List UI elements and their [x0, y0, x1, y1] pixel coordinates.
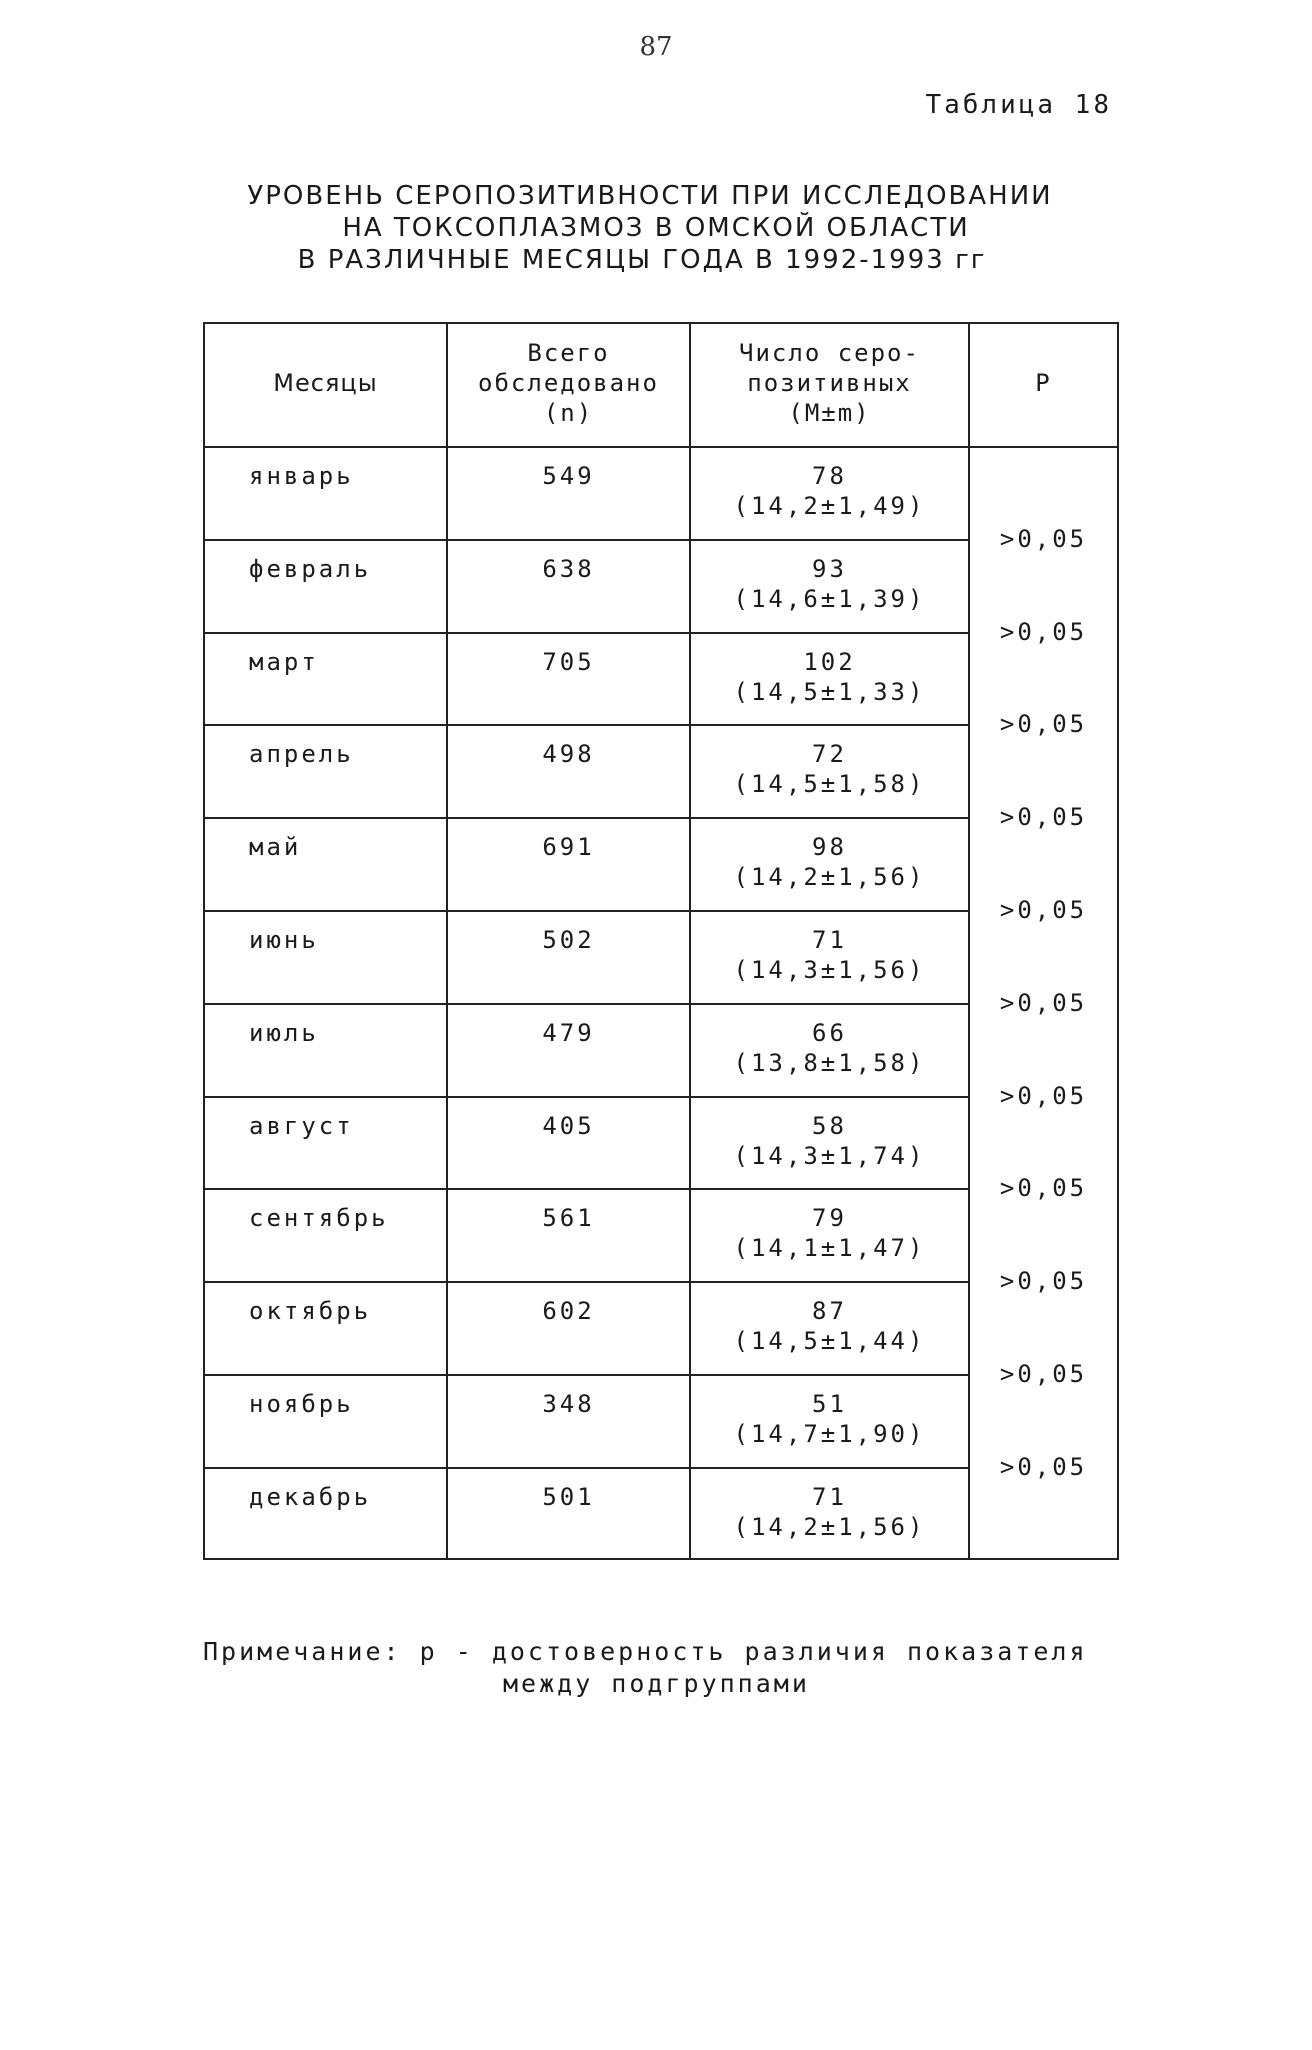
positive-percent-cell: (14,2±1,49) — [733, 492, 926, 520]
p-value-cell: >0,05 — [999, 525, 1088, 553]
positive-percent-cell: (14,3±1,74) — [733, 1142, 926, 1170]
table-title — [150, 180, 1150, 276]
total-cell: 502 — [542, 926, 595, 954]
total-cell: 405 — [542, 1112, 595, 1140]
total-cell: 348 — [542, 1390, 595, 1418]
row-divider — [203, 539, 970, 541]
month-cell: ноябрь — [249, 1390, 354, 1418]
positive-count-cell: 51 — [812, 1390, 847, 1418]
p-value-cell: >0,05 — [999, 1360, 1088, 1388]
positive-percent-cell: (14,1±1,47) — [733, 1234, 926, 1262]
positive-percent-cell: (14,3±1,56) — [733, 956, 926, 984]
p-value-cell: >0,05 — [999, 896, 1088, 924]
total-cell: 691 — [542, 833, 595, 861]
page-number: 87 — [639, 32, 673, 62]
header-divider-p — [968, 446, 1119, 448]
positive-percent-cell: (14,5±1,33) — [733, 678, 926, 706]
total-cell: 602 — [542, 1297, 595, 1325]
month-cell: октябрь — [249, 1297, 372, 1325]
p-value-cell: >0,05 — [999, 1453, 1088, 1481]
total-cell: 501 — [542, 1483, 595, 1511]
positive-count-cell: 71 — [812, 1483, 847, 1511]
row-divider — [203, 1188, 970, 1190]
total-cell: 479 — [542, 1019, 595, 1047]
row-divider — [203, 632, 970, 634]
month-cell: сентябрь — [249, 1204, 389, 1232]
positive-count-cell: 98 — [812, 833, 847, 861]
month-cell: апрель — [249, 740, 354, 768]
positive-percent-cell: (14,5±1,58) — [733, 770, 926, 798]
positive-percent-cell: (13,8±1,58) — [733, 1049, 926, 1077]
month-cell: август — [249, 1112, 354, 1140]
note-line-2: между подгруппами — [503, 1669, 810, 1698]
total-cell: 561 — [542, 1204, 595, 1232]
row-divider — [203, 1281, 970, 1283]
p-value-cell: >0,05 — [999, 1082, 1088, 1110]
header-total-line-1: Всего — [527, 339, 610, 367]
row-divider — [203, 1096, 970, 1098]
positive-percent-cell: (14,5±1,44) — [733, 1327, 926, 1355]
row-divider — [203, 1003, 970, 1005]
header-positive-line-3: (M±m) — [788, 399, 871, 427]
p-value-cell: >0,05 — [999, 803, 1088, 831]
positive-count-cell: 87 — [812, 1297, 847, 1325]
title-line-2: НА ТОКСОПЛАЗМОЗ В ОМСКОЙ ОБЛАСТИ — [342, 213, 970, 243]
row-divider — [203, 1467, 970, 1469]
positive-count-cell: 102 — [803, 648, 856, 676]
positive-count-cell: 66 — [812, 1019, 847, 1047]
total-cell: 498 — [542, 740, 595, 768]
header-months: Месяцы — [273, 369, 378, 397]
positive-count-cell: 93 — [812, 555, 847, 583]
p-value-cell: >0,05 — [999, 989, 1088, 1017]
positive-count-cell: 58 — [812, 1112, 847, 1140]
header-positive-line-1: Число серо- — [739, 339, 920, 367]
header-p: P — [1035, 369, 1052, 397]
table-label: Таблица 18 — [925, 90, 1112, 120]
positive-count-cell: 78 — [812, 462, 847, 490]
row-divider — [203, 1374, 970, 1376]
positive-percent-cell: (14,2±1,56) — [733, 1513, 926, 1541]
p-value-cell: >0,05 — [999, 1267, 1088, 1295]
row-divider — [203, 724, 970, 726]
month-cell: июль — [249, 1019, 319, 1047]
month-cell: февраль — [249, 555, 372, 583]
month-cell: июнь — [249, 926, 319, 954]
p-value-cell: >0,05 — [999, 710, 1088, 738]
header-divider — [203, 446, 970, 448]
positive-percent-cell: (14,6±1,39) — [733, 585, 926, 613]
p-value-cell: >0,05 — [999, 618, 1088, 646]
header-total-line-3: (n) — [543, 399, 594, 427]
note-line-1: Примечание: р - достоверность различия показателя — [203, 1637, 1088, 1666]
title-line-3: В РАЗЛИЧНЫЕ МЕСЯЦЫ ГОДА В 1992-1993 гг — [297, 245, 987, 275]
row-divider — [203, 910, 970, 912]
title-line-1: УРОВЕНЬ СЕРОПОЗИТИВНОСТИ ПРИ ИССЛЕДОВАНИИ — [247, 181, 1053, 211]
month-cell: март — [249, 648, 319, 676]
month-cell: январь — [249, 462, 354, 490]
header-total-line-2: обследовано — [478, 369, 659, 397]
positive-count-cell: 72 — [812, 740, 847, 768]
month-cell: май — [249, 833, 302, 861]
positive-count-cell: 71 — [812, 926, 847, 954]
positive-count-cell: 79 — [812, 1204, 847, 1232]
row-divider — [203, 817, 970, 819]
month-cell: декабрь — [249, 1483, 372, 1511]
p-value-cell: >0,05 — [999, 1174, 1088, 1202]
positive-percent-cell: (14,2±1,56) — [733, 863, 926, 891]
positive-percent-cell: (14,7±1,90) — [733, 1420, 926, 1448]
header-positive-line-2: позитивных — [747, 369, 912, 397]
table-note — [203, 1636, 1133, 1700]
total-cell: 549 — [542, 462, 595, 490]
total-cell: 638 — [542, 555, 595, 583]
total-cell: 705 — [542, 648, 595, 676]
